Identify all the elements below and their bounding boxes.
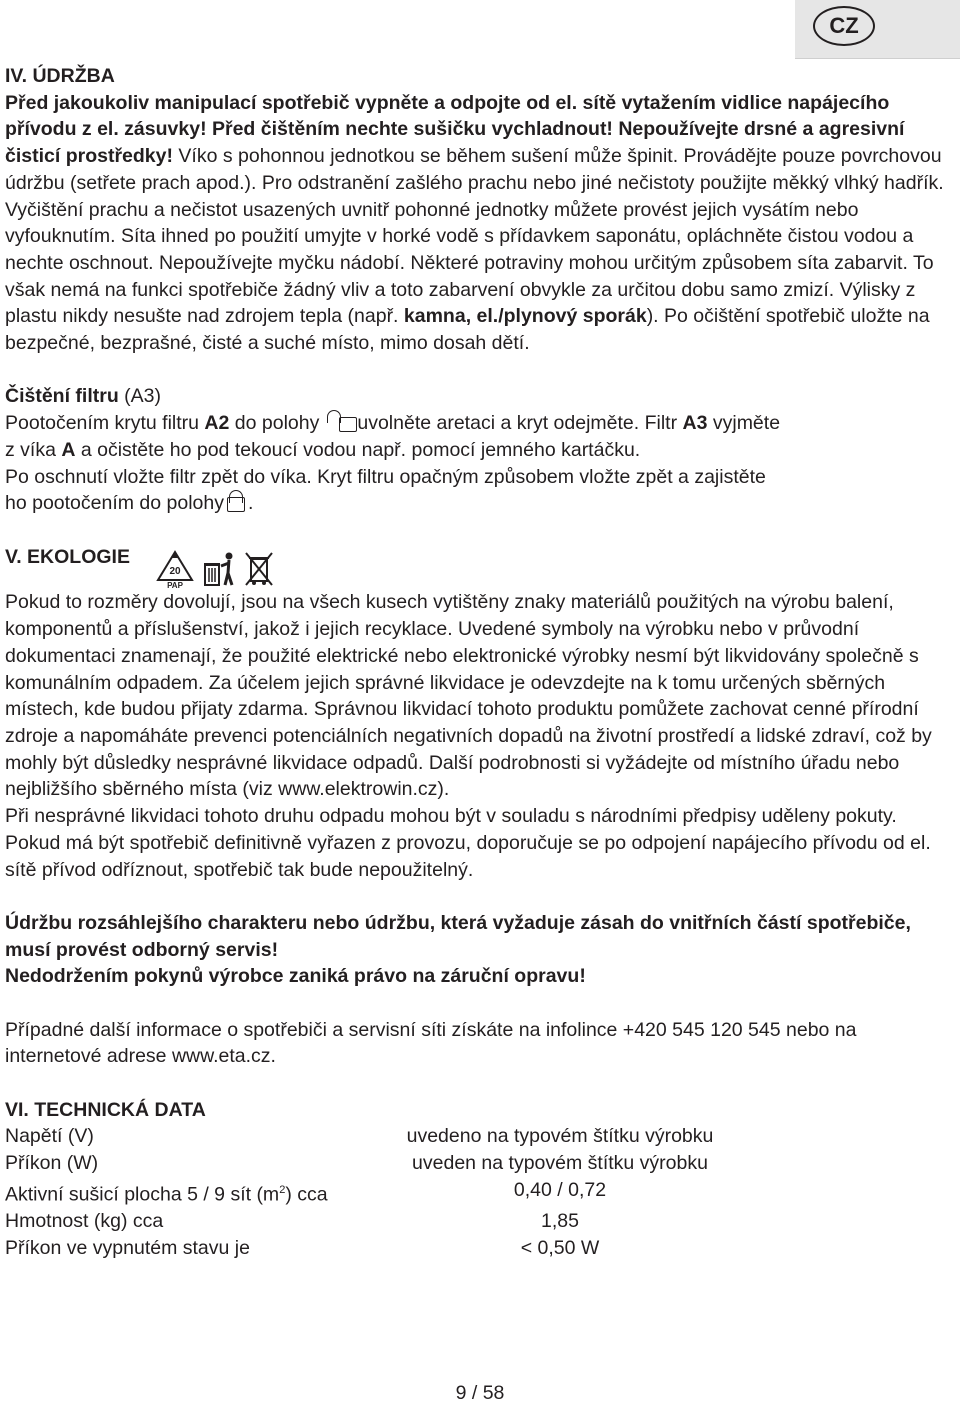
filter-line-4: ho pootočením do polohy . (5, 492, 254, 515)
language-code: CZ (813, 6, 875, 46)
svg-text:PAP: PAP (167, 581, 184, 590)
locked-position-icon (224, 490, 248, 512)
maintenance-warning: Před jakoukoliv manipulací spotřebič vypněte a odpojte od el. sítě vytažením vidlice napájecího přívodu z el. zásuvky! Před čištěním nechte sušičku vychladnout! Nepoužívejte drsné a agresivní čisticí prostředky! (5, 91, 905, 168)
unlocked-position-icon (319, 410, 357, 432)
section-heading-ecology: V. EKOLOGIE (5, 546, 130, 569)
tech-value: uveden na typovém štítku výrobku (412, 1152, 708, 1175)
crossed-bin-icon (244, 551, 274, 587)
tech-label: Příkon ve vypnutém stavu je (5, 1236, 250, 1259)
ecology-paragraph-2: Při nesprávné likvidaci tohoto druhu odpadu mohou být v souladu s národními předpisy uděleny pokuty. (5, 805, 897, 828)
language-badge (795, 0, 960, 59)
maintenance-body-end: ). Po očištění spotřebič uložte na bezpečné, bezprašné, čisté a suché místo, mimo dosah dětí. (5, 305, 930, 355)
filter-line-1: Pootočením krytu filtru A2 do polohy uvolněte aretaci a kryt odejměte. Filtr A3 vyjměte (5, 412, 781, 435)
tech-label: Příkon (W) (5, 1152, 99, 1175)
tech-value: 0,40 / 0,72 (513, 1178, 607, 1201)
page-number: 9 / 58 (455, 1382, 505, 1404)
ecology-paragraph-3: Pokud má být spotřebič definitivně vyřazen z provozu, doporučuje se po odpojení napájecího přívodu od el. sítě přívod odříznout, spotřebič tak bude nepoužitelný. (5, 831, 931, 881)
filter-line-2: z víka A a očistěte ho pod tekoucí vodou např. pomocí jemného kartáčku. (5, 438, 641, 461)
tech-value: uvedeno na typovém štítku výrobku (406, 1125, 714, 1148)
maintenance-body-bold: kamna, el./plynový sporák (403, 305, 647, 328)
tech-label: Napětí (V) (5, 1125, 94, 1148)
tech-row (5, 1150, 950, 1177)
ecology-paragraph-1: Pokud to rozměry dovolují, jsou na všech kusech vytištěny znaky materiálů použitých na výrobu balení, komponentů a příslušenství, jakož i jejich recyklace. Uvedené symboly na výrobku nebo v průvodní dokumentaci znamenají, že použité elektrické nebo elektronické výrobky nesmí být likvidovány společně s komunálním odpadem. Za účelem jejich správné likvidace je odevzdejte na k tomu určených sběrných místech, kde budou přijaty zdarma. Správnou likvidací tohoto produktu pomůžete zachovat cenné přírodní zdroje a napomáháte prevenci potenciálních negativních dopadů na životní prostředí a lidské zdraví, což by mohly být důsledky nesprávné likvidace odpadů. Další podrobnosti si vyžádejte od místního úřadu nebo nejbližšího sběrného místa (viz www.elektrowin.cz). (5, 591, 932, 801)
filter-line-3: Po oschnutí vložte filtr zpět do víka. Kryt filtru opačným způsobem vložte zpět a zajistěte (5, 465, 766, 488)
page-content (5, 63, 950, 1262)
filter-heading: Čištění filtru (A3) (5, 385, 162, 408)
tech-value: < 0,50 W (520, 1236, 600, 1259)
maintenance-text (5, 90, 950, 357)
recycling-pap-icon (155, 549, 195, 589)
tech-row (5, 1177, 950, 1208)
tech-label: Hmotnost (kg) cca (5, 1210, 164, 1233)
section-heading-maintenance: IV. ÚDRŽBA (5, 65, 115, 87)
svg-text:20: 20 (169, 566, 181, 578)
warranty-warning: Nedodržením pokynů výrobce zaniká právo na záruční opravu! (5, 965, 586, 988)
tech-label: Aktivní sušicí plocha 5 / 9 sít $(m^2)$ cca (5, 1183, 328, 1206)
ecology-symbols (155, 549, 276, 589)
tech-row (5, 1123, 950, 1150)
tech-row (5, 1235, 950, 1262)
ecology-heading-row (5, 544, 950, 590)
tech-value: 1,85 (541, 1210, 579, 1233)
maintenance-body: Víko s pohonnou jednotkou se během sušení může špinit. Provádějte pouze povrchovou údržbu (setřete prach apod.). Pro odstranění zašlého prachu nebo jiné nečistoty použijte měkký vlhký hadřík. Vyčištění prachu a nečistot usazených uvnitř pohonné jednotky můžete provést jejich vysátím nebo vyfouknutím. Síta ihned po použití umyjte v horké vodě s přídavkem saponátu, opláchněte čistou vodou a nechte oschnout. Nepoužívejte myčku nádobí. Některé potraviny mohou určitým způsobem síta zabarvit. To však nemá na funkci spotřebiče žádný vliv a toto zabarvení obvykle za určitou dobu samo zmizí. Výlisky z plastu nikdy nesušte nad zdrojem tepla (např. (5, 145, 944, 328)
section-heading-tech: VI. TECHNICKÁ DATA (5, 1098, 206, 1121)
service-warning: Údržbu rozsáhlejšího charakteru nebo údržbu, která vyžaduje zásah do vnitřních částí spotřebiče, musí provést odborný servis! (5, 911, 911, 961)
waste-bin-person-icon (203, 551, 237, 587)
tech-row (5, 1208, 950, 1235)
info-paragraph: Případné další informace o spotřebiči a servisní síti získáte na infolince +420 545 120 545 nebo na internetové adrese www.eta.cz. (5, 1018, 857, 1068)
